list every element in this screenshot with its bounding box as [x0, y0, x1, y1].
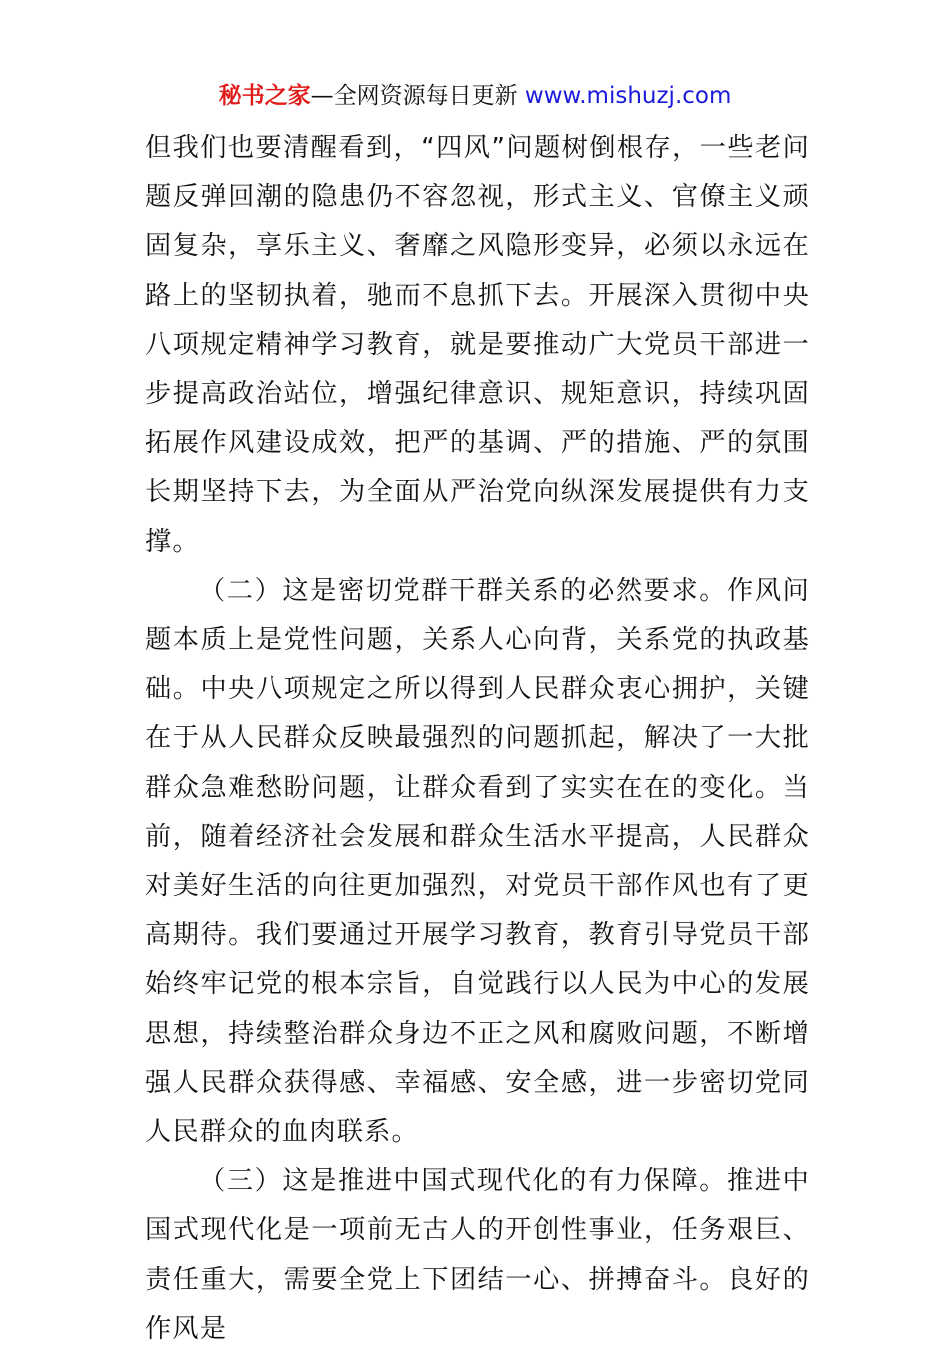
body-text — [145, 124, 810, 1354]
paragraph-section-three: （三）这是推进中国式现代化的有力保障。推进中国式现代化是一项前无古人的开创性事业，任务艰巨、责任重大，需要全党上下团结一心、拼搏奋斗。良好的作风是 — [145, 1166, 810, 1344]
page-header — [0, 78, 950, 114]
paragraph-section-two: （二）这是密切党群干群关系的必然要求。作风问题本质上是党性问题，关系人心向背，关系党的执政基础。中央八项规定之所以得到人民群众衷心拥护，关键在于从人民群众反映最强烈的问题抓起，解决了一大批群众急难愁盼问题，让群众看到了实实在在的变化。当前，随着经济社会发展和群众生活水平提高，人民群众对美好生活的向往更加强烈，对党员干部作风也有了更高期待。我们要通过开展学习教育，教育引导党员干部始终牢记党的根本宗旨，自觉践行以人民为中心的发展思想，持续整治群众身边不正之风和腐败问题，不断增强人民群众获得感、幸福感、安全感，进一步密切党同人民群众的血肉联系。 — [145, 575, 810, 1148]
website-link[interactable]: www.mishuzj.com — [524, 83, 732, 109]
header-slogan: —全网资源每日更新 — [310, 83, 525, 109]
brand-name: 秘书之家 — [218, 83, 311, 109]
paragraph-continuation: 但我们也要清醒看到，“四风”问题树倒根存，一些老问题反弹回潮的隐患仍不容忽视，形式主义、官僚主义顽固复杂，享乐主义、奢靡之风隐形变异，必须以永远在路上的坚韧执着，驰而不息抓下去。开展深入贯彻中央八项规定精神学习教育，就是要推动广大党员干部进一步提高政治站位，增强纪律意识、规矩意识，持续巩固拓展作风建设成效，把严的基调、严的措施、严的氛围长期坚持下去，为全面从严治党向纵深发展提供有力支撑。 — [145, 133, 810, 557]
